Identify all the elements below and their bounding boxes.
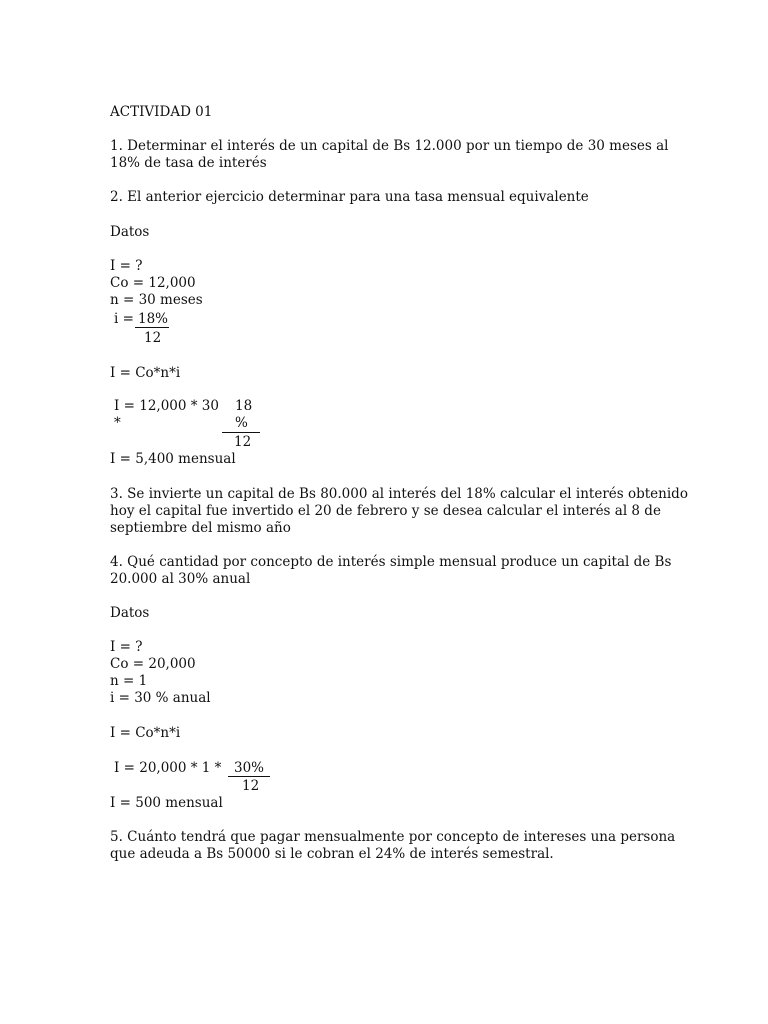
datos1-result: I = 5,400 mensual xyxy=(110,451,236,467)
datos1-capital: Co = 12,000 xyxy=(110,275,196,291)
datos1-periods: n = 30 meses xyxy=(110,292,203,308)
datos-heading-2: Datos xyxy=(110,605,150,621)
datos2-capital: Co = 20,000 xyxy=(110,656,196,672)
datos1-calc-fraction-bar xyxy=(222,432,260,433)
datos1-rate-numerator: 18% xyxy=(138,311,169,327)
question-1-line-1: 1. Determinar el interés de un capital de Bs 12.000 por un tiempo de 30 meses al xyxy=(110,138,669,154)
datos1-calc-numerator-percent: % xyxy=(235,415,248,431)
datos2-formula: I = Co*n*i xyxy=(110,725,181,741)
datos2-periods: n = 1 xyxy=(110,673,148,689)
question-5-line-1: 5. Cuánto tendrá que pagar mensualmente por concepto de intereses una persona xyxy=(110,829,676,845)
datos1-rate-fraction-bar xyxy=(135,327,169,328)
datos1-i-unknown: I = ? xyxy=(110,258,143,274)
question-3-line-3: septiembre del mismo año xyxy=(110,520,291,536)
datos2-result: I = 500 mensual xyxy=(110,795,223,811)
datos1-calc-star: * xyxy=(114,415,121,431)
datos2-calc-left: I = 20,000 * 1 * xyxy=(114,760,222,776)
datos1-calc-denominator: 12 xyxy=(234,434,252,450)
datos1-calc-left: I = 12,000 * 30 xyxy=(114,398,219,414)
datos2-calc-denominator: 12 xyxy=(242,778,260,794)
datos-heading-1: Datos xyxy=(110,224,150,240)
question-1-line-2: 18% de tasa de interés xyxy=(110,155,267,171)
question-5-line-2: que adeuda a Bs 50000 si le cobran el 24% de interés semestral. xyxy=(110,846,554,862)
question-2-line-1: 2. El anterior ejercicio determinar para una tasa mensual equivalente xyxy=(110,189,589,205)
question-4-line-1: 4. Qué cantidad por concepto de interés simple mensual produce un capital de Bs xyxy=(110,554,672,570)
datos1-rate-label: i = xyxy=(114,311,134,327)
datos1-formula: I = Co*n*i xyxy=(110,365,181,381)
datos2-rate: i = 30 % anual xyxy=(110,690,211,706)
document-title: ACTIVIDAD 01 xyxy=(110,104,213,120)
datos2-calc-numerator: 30% xyxy=(234,760,265,776)
datos2-calc-fraction-bar xyxy=(228,776,270,777)
datos2-i-unknown: I = ? xyxy=(110,639,143,655)
datos1-rate-denominator: 12 xyxy=(144,330,162,346)
question-3-line-2: hoy el capital fue invertido el 20 de febrero y se desea calcular el interés al 8 de xyxy=(110,503,661,519)
question-4-line-2: 20.000 al 30% anual xyxy=(110,571,251,587)
question-3-line-1: 3. Se invierte un capital de Bs 80.000 al interés del 18% calcular el interés obtenido xyxy=(110,486,688,502)
datos1-calc-numerator: 18 xyxy=(235,398,253,414)
